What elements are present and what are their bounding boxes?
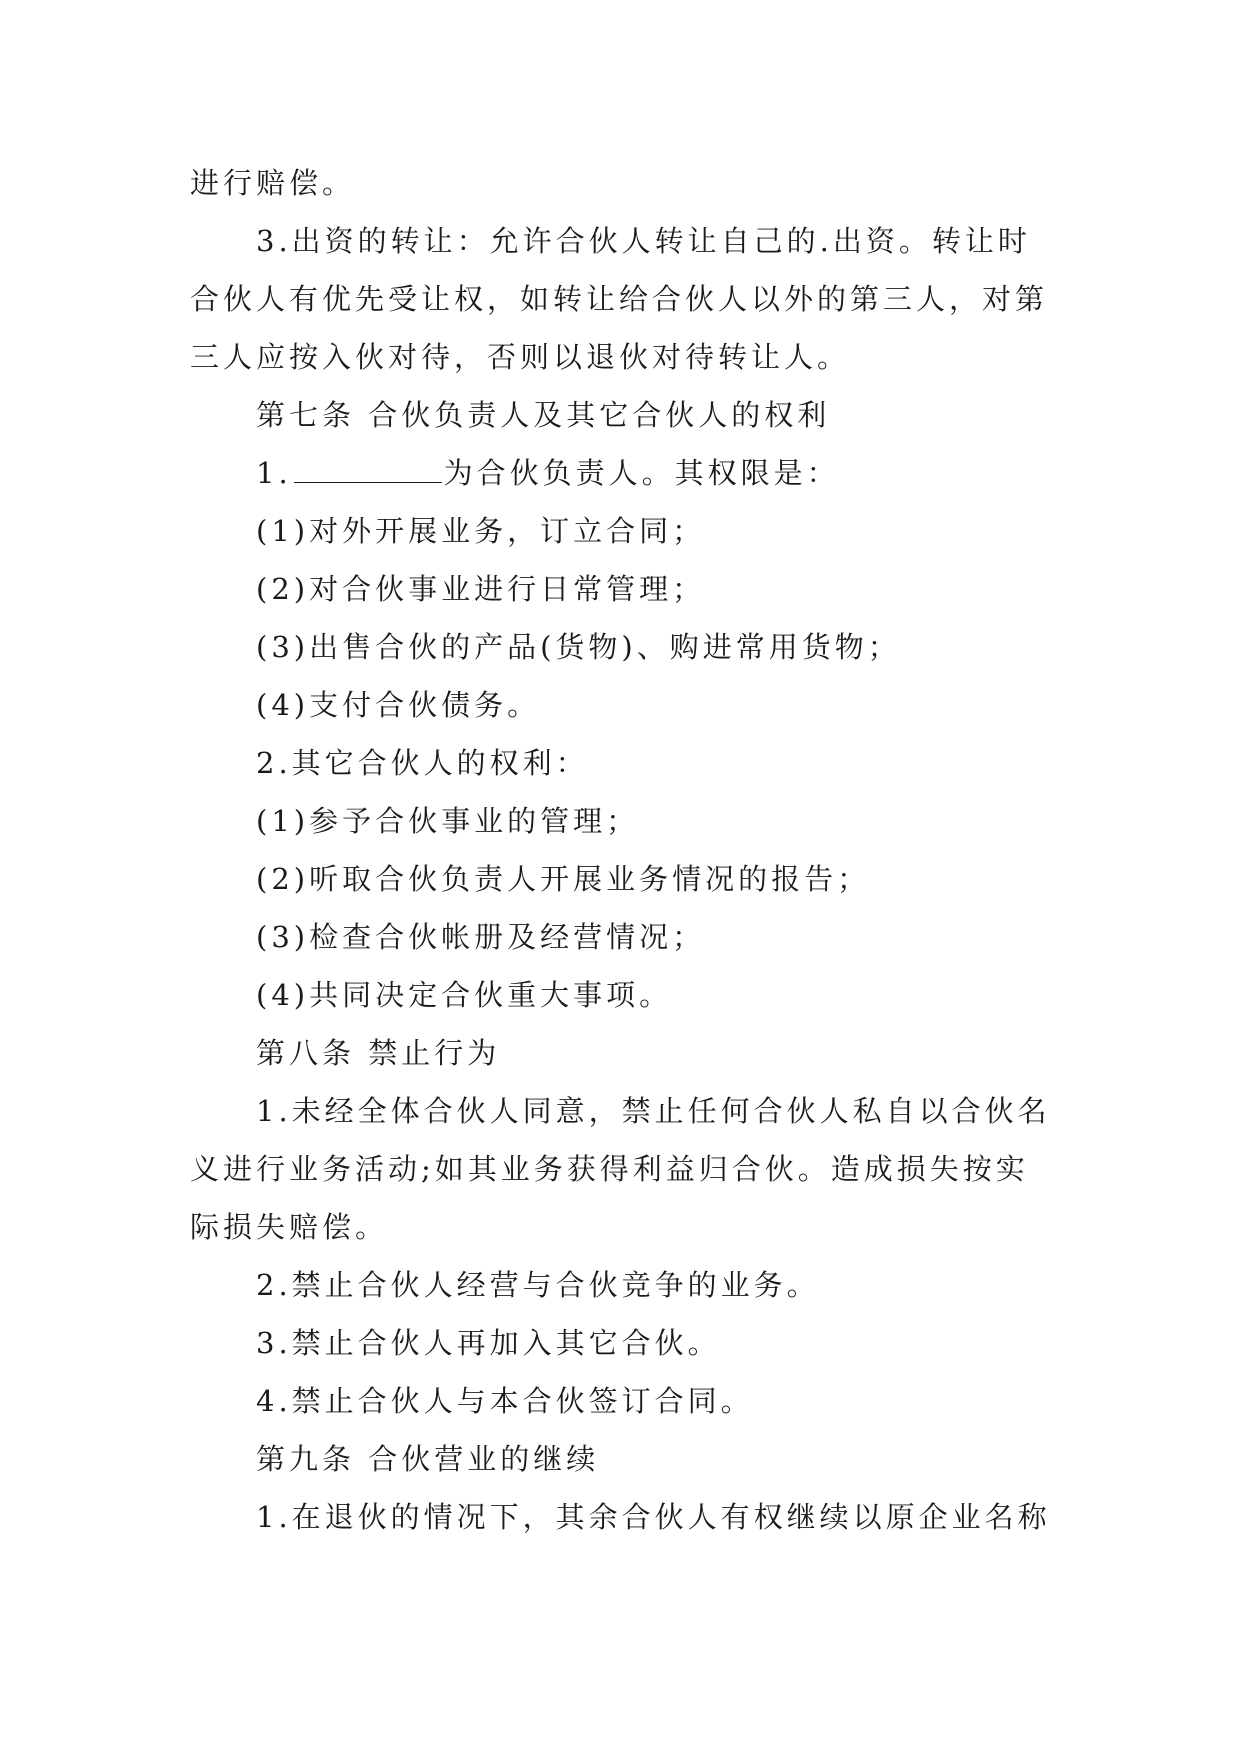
text-line: 2.其它合伙人的权利：	[256, 746, 589, 780]
article-heading: 第八条 禁止行为	[256, 1036, 501, 1070]
text-line: 进行赔偿。	[190, 166, 356, 200]
text-line: 际损失赔偿。	[190, 1210, 389, 1244]
text-line: 合伙人有优先受让权，如转让给合伙人以外的第三人，对第	[190, 282, 1049, 316]
text-line	[190, 444, 1050, 502]
fill-in-blank	[294, 456, 442, 483]
document-body	[190, 154, 1050, 1546]
article-heading: 第七条 合伙负责人及其它合伙人的权利	[256, 398, 831, 432]
list-item: (1)参予合伙事业的管理；	[256, 804, 640, 838]
text-line: 4.禁止合伙人与本合伙签订合同。	[256, 1384, 754, 1418]
text-line: 3.出资的转让：允许合伙人转让自己的.出资。转让时	[256, 224, 1031, 258]
item-text: 为合伙负责人。其权限是：	[443, 456, 840, 490]
text-line: 1.未经全体合伙人同意，禁止任何合伙人私自以合伙名	[256, 1094, 1051, 1128]
text-line: 三人应按入伙对待，否则以退伙对待转让人。	[190, 340, 851, 374]
text-line: 1.在退伙的情况下，其余合伙人有权继续以原企业名称	[256, 1500, 1051, 1534]
list-item: (4)共同决定合伙重大事项。	[256, 978, 673, 1012]
list-item: (2)听取合伙负责人开展业务情况的报告；	[256, 862, 871, 896]
text-line: 3.禁止合伙人再加入其它合伙。	[256, 1326, 721, 1360]
list-item: (4)支付合伙债务。	[256, 688, 541, 722]
list-item: (3)检查合伙帐册及经营情况；	[256, 920, 706, 954]
list-item: (1)对外开展业务，订立合同；	[256, 514, 706, 548]
item-number: 1.	[256, 456, 292, 490]
article-heading: 第九条 合伙营业的继续	[256, 1442, 600, 1476]
text-line: 义进行业务活动;如其业务获得利益归合伙。造成损失按实	[190, 1152, 1029, 1186]
list-item: (3)出售合伙的产品(货物)、购进常用货物；	[256, 630, 901, 664]
text-line: 2.禁止合伙人经营与合伙竞争的业务。	[256, 1268, 820, 1302]
list-item: (2)对合伙事业进行日常管理；	[256, 572, 706, 606]
